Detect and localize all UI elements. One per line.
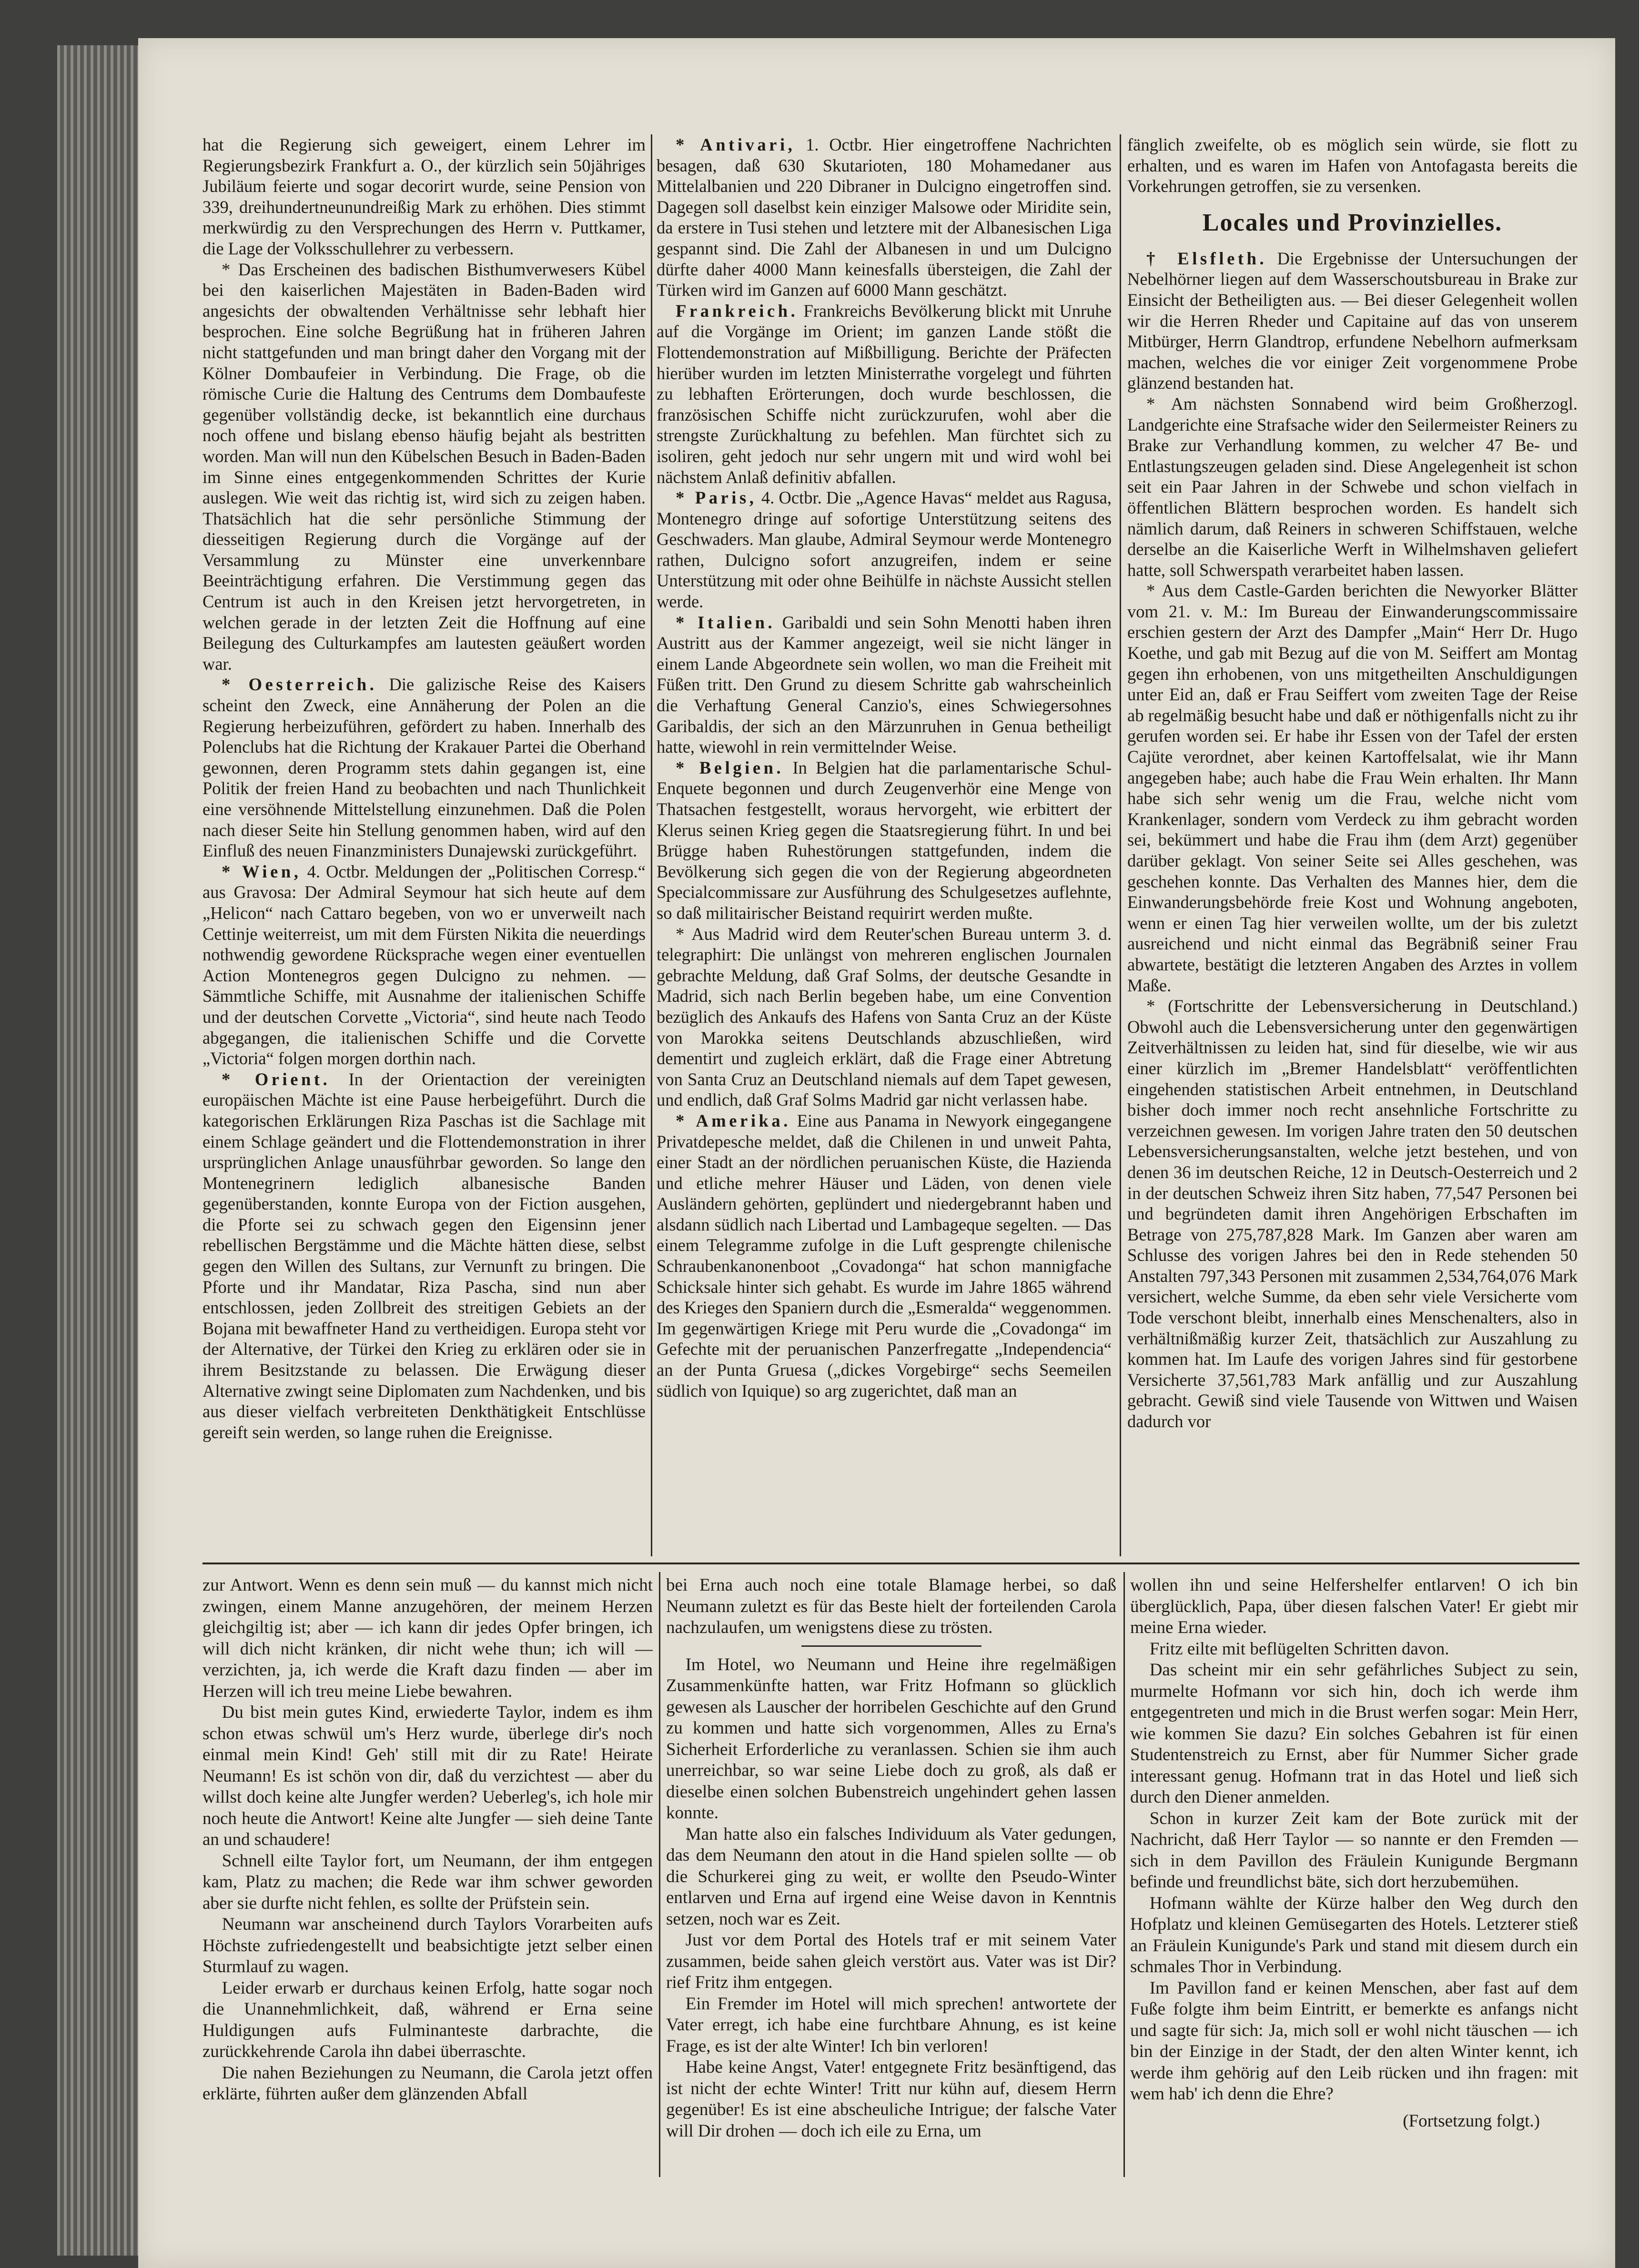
column-divider <box>659 1572 660 2177</box>
paragraph-text: Frankreichs Bevölkerung blickt mit Unruhe auf die Vorgänge im Orient; im ganzen Lande stößt die Flottendemonstration auf Mißbilligung. Berichte der Präfecten hierüber wurden im letzten Ministerrathe vorgelegt und führten zu lebhaften Erörterungen, doch wurde beschlossen, die französischen Schiffe nicht zurückzurufen, wohl aber die strengste Zurückhaltung zu befehlen. Man fürchtet sich zu isoliren, geht jedoch nur sehr ungern mit und wird wohl bei nächstem Anlaß definitiv abfallen. <box>657 301 1112 487</box>
story-paragraph <box>202 1702 653 1851</box>
story-paragraph <box>202 1978 653 2063</box>
article-lead: * Wien, <box>222 861 302 881</box>
article-paragraph <box>657 487 1112 612</box>
story-paragraph <box>666 2057 1116 2142</box>
paragraph-text: Die Ergebnisse der Untersuchungen der Nebelhörner liegen auf dem Wasserschoutsbureau in Brake zur Einsicht der Betheiligten aus. — Bei dieser Gelegenheit wollen wir die Herren Rheder und Capitaine auf das von unserem Mitbürger, Herrn Glandtrop, erfundene Nebelhorn aufmerksam machen, welches die vor einiger Zeit vorgenommene Probe glänzend bestanden hat. <box>1127 248 1578 393</box>
paragraph-text: * Das Erscheinen des badischen Bisthumverwesers Kübel bei den kaiserlichen Majestäten in Baden-Baden wird angesichts der obwaltenden Verhältnisse sehr lebhaft hier besprochen. Eine solche Begrüßung hat in früheren Jahren nicht stattgefunden und man bringt daher den Vorgang mit der Kölner Dombaufeier in Verbindung. Die Frage, ob die römische Curie die Haltung des Centrums dem Dombaufeste gegenüber vollständig decke, ist bekanntlich eine durchaus noch offene und bislang ebenso häufig bejaht als bestritten worden. Man will nun den Kübelschen Besuch in Baden-Baden im Sinne eines entgegenkommenden Schrittes der Kurie auslegen. Wie weit das richtig ist, wird sich zu zeigen haben. Thatsächlich hat die sehr persönliche Stimmung der diesseitigen Regierung durch die Vorgänge auf der Versammlung zu Münster eine unverkennbare Beeinträchtigung erfahren. Die Verstimmung gegen das Centrum ist auch in den Kreisen jetzt hervorgetreten, in welchen gerade in der letzten Zeit die Hoffnung auf eine Beilegung des Culturkampfes am lautesten geäußert worden war. <box>202 259 646 674</box>
feuilleton-column-1 <box>202 1575 653 2177</box>
news-column-1 <box>202 134 646 1556</box>
news-column-3 <box>1127 134 1578 1556</box>
article-lead: * Amerika. <box>676 1110 791 1130</box>
article-paragraph <box>202 861 646 1069</box>
article-lead: * Belgien. <box>676 757 784 777</box>
paragraph-text: Man hatte also ein falsches Individuum als Vater gedungen, das dem Neumann den atout in die Hand spielen sollte — ob die Schurkerei ging zu weit, er wollte den Pseudo-Winter entlarven und Erna auf irgend eine Weise davon in Kenntnis setzen, noch war es Zeit. <box>666 1824 1116 1929</box>
paragraph-text: * Aus Madrid wird dem Reuter'schen Bureau unterm 3. d. telegraphirt: Die unlängst von mehreren englischen Journalen gebrachte Meldung, daß Graf Solms, der deutsche Gesandte in Madrid, sich nach Berlin begeben habe, um eine Convention bezüglich des Ankaufs des Hafens von Santa Cruz an der Küste von Marokka seitens Deutschlands abzuschließen, wird dementirt und zugleich erklärt, daß die Frage einer Abtretung von Santa Cruz an Deutschland niemals auf dem Tapet gewesen, und endlich, daß Graf Solms Madrid gar nicht verlassen habe. <box>657 924 1112 1110</box>
paragraph-text: Die nahen Beziehungen zu Neumann, die Carola jetzt offen erklärte, führten außer dem glänzenden Abfall <box>202 2063 653 2104</box>
paragraph-text: Das scheint mir ein sehr gefährliches Subject zu sein, murmelte Hofmann vor sich hin, doch ich werde ihm entgegentreten und mich in die Brust werfen sogar: Mein Herr, wie kommen Sie dazu? Ein solches Gebahren ist für einen Studentenstreich zu Ernst, aber für Nummer Sicher grade interessant genug. Hofmann trat in das Hotel und ließ sich durch den Diener anmelden. <box>1130 1660 1578 1807</box>
paragraph-text: Schon in kurzer Zeit kam der Bote zurück mit der Nachricht, daß Herr Taylor — so nannte er den Fremden — sich in dem Pavillon des Fräulein Kunigunde Bergmann befinde und freundlichst bäte, sich dort herzubemühen. <box>1130 1808 1578 1892</box>
story-paragraph <box>1130 1808 1578 1893</box>
news-column-2 <box>657 134 1112 1556</box>
paragraph-text: Just vor dem Portal des Hotels traf er mit seinem Vater zusammen, beide sahen gleich verstört aus. Vater was ist Dir? rief Fritz ihm entgegen. <box>666 1930 1116 1992</box>
scene-separator <box>801 1645 981 1647</box>
paragraph-text: * Am nächsten Sonnabend wird beim Großherzogl. Landgerichte eine Strafsache wider den Seilermeister Reiners zu Brake zur Verhandlung kommen, zu welcher 47 Be- und Entlastungszeugen geladen sind. Diese Angelegenheit ist schon seit ein Paar Jahren in der Schwebe und schon vielfach in öffentlichen Blättern besprochen worden. Es handelt sich nämlich darum, daß Reiners in schweren Schiffstauen, welche derselbe an die Kaiserliche Werft in Wilhelmshaven geliefert hatte, soll Schwerspath verarbeitet haben lassen. <box>1127 393 1578 580</box>
story-paragraph <box>666 1994 1116 2057</box>
article-paragraph <box>1127 996 1578 1431</box>
column-divider <box>1120 134 1121 1556</box>
story-paragraph <box>666 1824 1116 1930</box>
feuilleton-column-2 <box>666 1575 1116 2177</box>
column-divider <box>1123 1572 1125 2177</box>
paragraph-text: Im Hotel, wo Neumann und Heine ihre regelmäßigen Zusammenkünfte hatten, war Fritz Hofmann so glücklich gewesen als Lauscher der horribelen Geschichte auf den Grund zu kommen und hatte sich vorgenommen, Alles zu Erna's Sicherheit Erforderliche zu veranlassen. Schien sie ihm auch unerreichbar, so war seine Liebe doch zu groß, als daß er dieselbe einen solchen Bubenstreich ungehindert gehen lassen konnte. <box>666 1654 1116 1823</box>
paragraph-text: Leider erwarb er durchaus keinen Erfolg, hatte sogar noch die Unannehmlichkeit, daß, während er Erna seine Huldigungen aufs Fulminanteste darbrachte, die zurückkehrende Carola ihn dabei überraschte. <box>202 1978 653 2061</box>
paragraph-text: 4. Octbr. Die „Agence Havas“ meldet aus Ragusa, Montenegro dringe auf sofortige Unterstützung seitens des Geschwaders. Man glaube, Admiral Seymour werde Montenegro rathen, Dulcigno sofort anzugreifen, indem er seine Unterstützung mit oder ohne Beihülfe in nächste Aussicht stellen werde. <box>657 488 1112 612</box>
story-paragraph: bei Erna auch noch eine totale Blamage herbei, so daß Neumann zuletzt es für das Beste hielt der forteilenden Carola nachzulaufen, um wenigstens diese zu trösten. <box>666 1575 1116 1637</box>
story-paragraph <box>666 1930 1116 1994</box>
paragraph-text: zur Antwort. Wenn es denn sein muß — du kannst mich nicht zwingen, einem Manne anzugehören, der meinem Herzen gleichgiltig ist; aber — ich kann dir jedes Opfer bringen, ich will dich nicht kränken, dir nicht wehe thun; ich will — verzichten, ja, ich werde die Kraft dazu finden — aber im Herzen will ich treu meine Liebe bewahren. <box>202 1575 653 1701</box>
paragraph-text: Du bist mein gutes Kind, erwiederte Taylor, indem es ihm schon etwas schwül um's Herz wurde, überlege dir's noch einmal mein Kind! Geh' still mit dir zu Rate! Heirate Neumann! Es ist schön von dir, daß du verzichtest — aber du willst doch keine alte Jungfer werden? Ueberleg's, ich hole mir noch heute die Antwort! Keine alte Jungfer — sieh deine Tante an und schaudere! <box>202 1703 653 1849</box>
article-paragraph <box>1127 393 1578 580</box>
paragraph-text: 4. Octbr. Meldungen der „Politischen Corresp.“ aus Gravosa: Der Admiral Seymour hat sich heute auf dem „Helicon“ nach Cattaro begeben, von wo er unverweilt nach Cettinje weiterreist, um mit dem Fürsten Nikita die neuerdings nothwendig gewordene Rücksprache wegen einer eventuellen Action Montenegros gegen Dulcigno zu nehmen. — Sämmtliche Schiffe, mit Ausnahme der italienischen Schiffe und der deutschen Corvette „Victoria“, sind heute nach Teodo abgegangen, die italienischen Schiffe und die Corvette „Victoria“ folgen morgen dorthin nach. <box>202 861 646 1068</box>
article-lead: Frankreich. <box>676 301 799 321</box>
article-paragraph <box>1127 580 1578 996</box>
article-lead: † Elsfleth. <box>1146 248 1267 268</box>
continuation-note: (Fortsetzung folgt.) <box>1403 2111 1540 2131</box>
story-paragraphs <box>1130 1575 1578 2105</box>
article-paragraph: fänglich zweifelte, ob es möglich sein würde, sie flott zu erhalten, und es waren im Hafen von Antofagasta bereits die Vorkehrungen getroffen, sie zu versenken. <box>1127 135 1578 196</box>
paragraph-text: * Aus dem Castle-Garden berichten die Newyorker Blätter vom 21. v. M.: Im Bureau der Einwanderungscommissaire erschien gestern der Arzt des Dampfer „Main“ Herr Dr. Hugo Koethe, und gab mit Bezug auf die von M. Seiffert am Montag gegen ihn erhobenen, von uns mitgetheilten Anschuldigungen unter Eid an, daß er Frau Seiffert vom zweiten Tage der Reise ab regelmäßig besucht habe und daß er nöthigenfalls nicht zu ihr gerufen worden sei. Er habe ihr Essen von der Tafel der ersten Cajüte verordnet, aber keinen Kartoffelsalat, wie ihr Mann angegeben habe; auch habe die Frau Wein erhalten. Ihr Mann habe sich sehr wenig um die Frau, welche nicht vom Krankenlager, sondern vom Verdeck zu ihm gebracht worden sei, bekümmert und habe die Frau ihm (dem Arzt) gegenüber darüber geklagt. Von seiner Seite sei Alles geschehen, was geschehen konnte. Das Verhalten des Mannes hier, dem die Einwanderungsbehörde freie Kost und Wohnung angeboten, wenn er einen Tag hier verweilen wollte, um der bis zuletzt ausreichend und nicht einmal das Begräbniß seiner Frau abwartete, bestätigt die letzteren Angaben des Arztes in vollem Maße. <box>1127 581 1578 995</box>
paragraph-text: Ein Fremder im Hotel will mich sprechen! antwortete der Vater erregt, ich habe eine furchtbare Ahnung, es ist keine Frage, es ist der alte Winter! Ich bin verloren! <box>666 1994 1116 2056</box>
story-paragraphs <box>666 1654 1116 2142</box>
article-lead: * Antivari, <box>676 135 796 154</box>
paragraph-text: * (Fortschritte der Lebensversicherung in Deutschland.) Obwohl auch die Lebensversicherung unter den gegenwärtigen Zeitverhältnissen zu leiden hat, sind für dieselbe, wie wir aus einer kürzlich im „Bremer Handelsblatt“ veröffentlichten eingehenden statistischen Arbeit entnehmen, in Deutschland bisher doch immer noch recht ansehnliche Fortschritte zu verzeichnen gewesen. Im vorigen Jahre traten den 50 deutschen Lebensversicherungsanstalten, welche jetzt bestehen, und von denen 36 im deutschen Reiche, 12 in Deutsch-Oesterreich und 2 in der deutschen Schweiz ihren Sitz haben, 77,547 Personen bei und begründeten damit ihren Angehörigen Erbschaften im Betrage von 275,787,828 Mark. Im Ganzen aber waren am Schlusse des vorigen Jahres bei den in Rede stehenden 50 Anstalten 797,343 Personen mit zusammen 2,534,764,076 Mark versichert, welche Summe, da eben sehr viele Versicherte vom Tode verschont bleibt, innerhalb eines Menschenalters, also in verhältnißmäßig kurzer Zeit, thatsächlich zur Auszahlung zu kommen hat. Im Laufe des vorigen Jahres sind für gestorbene Versicherte 37,561,783 Mark anfällig und zur Auszahlung gebracht. Gewiß sind viele Tausende von Wittwen und Waisen dadurch vor <box>1127 996 1578 1431</box>
story-paragraph <box>202 1851 653 1915</box>
story-paragraph <box>1130 1575 1578 1639</box>
article-paragraph <box>657 134 1112 301</box>
local-news-list <box>1127 248 1578 1432</box>
feuilleton-column-3 <box>1130 1575 1578 2177</box>
article-lead: * Italien. <box>676 612 776 632</box>
story-paragraph <box>1130 1639 1578 1660</box>
paragraph-text: Garibaldi und sein Sohn Menotti haben ihren Austritt aus der Kammer angezeigt, weil sie nicht länger in einem Lande Abgeordnete sein wollen, wo man die Freiheit mit Füßen tritt. Den Grund zu diesem Schritte gab wahrscheinlich die Verhaftung General Canzio's, eines Schwiegersohnes Garibaldis, der sich an den Märzunruhen in Genua betheiligt hatte, wiewohl in rein vermittelnder Weise. <box>657 612 1112 757</box>
story-paragraph <box>1130 1978 1578 2105</box>
article-paragraph <box>657 1110 1112 1401</box>
paragraph-text: In Belgien hat die parlamentarische Schul-Enquete begonnen und durch Zeugenverhör eine Menge von Thatsachen festgestellt, woraus hervorgeht, wie erbittert der Klerus seinen Krieg gegen die Staatsregierung führt. In und bei Brügge haben Ruhestörungen stattgefunden, indem die Bevölkerung sich gegen die von der Regierung abgeordneten Specialcommissare zur Ausführung des Schulgesetzes auflehnte, so daß militairischer Beistand requirirt werden mußte. <box>657 757 1112 923</box>
paragraph-text: hat die Regierung sich geweigert, einem Lehrer im Regierungsbezirk Frankfurt a. O., der kürzlich sein 50jähriges Jubiläum feierte und sogar decorirt wurde, seine Pension von 339, dreihundertneunundreißig Mark zu erhöhen. Dies stimmt merkwürdig zu den Versprechungen des Herrn v. Puttkamer, die Lage der Volksschullehrer zu verbessern. <box>202 135 646 258</box>
paragraph-text: Die galizische Reise des Kaisers scheint den Zweck, eine Annäherung der Polen an die Regierung herbeizuführen, gefördert zu haben. Innerhalb des Polenclubs hat die Richtung der Krakauer Partei die Oberhand gewonnen, deren Programm stets dahin gegangen ist, eine Politik der freien Hand zu beobachten und nach Thunlichkeit eine versöhnende Mittelstellung einzunehmen. Daß die Polen nach dieser Seite hin Stellung genommen haben, wird auf den Einfluß des neuen Finanzministers Dunajewski zurückgeführt. <box>202 675 646 861</box>
paragraph-text: Habe keine Angst, Vater! entgegnete Fritz besänftigend, das ist nicht der echte Winter! Tritt nur kühn auf, diesem Herrn gegenüber! Es ist eine abscheuliche Intrigue; der falsche Vater will Dir drohen — doch ich eile zu Erna, um <box>666 2057 1116 2141</box>
column-divider <box>651 134 652 1556</box>
paragraph-text: wollen ihn und seine Helfershelfer entlarven! O ich bin überglücklich, Papa, über diesen falschen Vater! Er giebt mir meine Erna wieder. <box>1130 1575 1578 1637</box>
paragraph-text: Neumann war anscheinend durch Taylors Vorarbeiten aufs Höchste zufriedengestellt und beabsichtigte jetzt selber einen Sturmlauf zu wagen. <box>202 1915 653 1976</box>
story-paragraph <box>1130 1660 1578 1808</box>
article-paragraph <box>202 674 646 861</box>
article-paragraph <box>657 757 1112 924</box>
article-lead: * Paris, <box>676 488 757 508</box>
paragraph-text: Fritz eilte mit beflügelten Schritten davon. <box>1149 1639 1449 1659</box>
story-paragraph <box>1130 1893 1578 1978</box>
article-paragraph <box>202 1069 646 1443</box>
article-lead: * Oesterreich. <box>222 675 377 695</box>
article-paragraph <box>657 924 1112 1110</box>
paragraph-text: In der Orientaction der vereinigten europäischen Mächte ist eine Pause herbeigeführt. Durch die kategorischen Erklärungen Riza Paschas ist die Sachlage mit einem Schlage geändert und die Flottendemonstration in ihrer ursprünglichen Anlage unausführbar geworden. So lange den Montenegrinern lediglich albanesische Banden gegenüberstanden, konnte Europa von der Fiction ausgehen, die Pforte sei zu schwach gegen den Eigensinn jener rebellischen Bergstämme und die Mächte hätten diese, selbst gegen den Willen des Sultans, zur Vernunft zu bringen. Die Pforte und ihr Mandatar, Riza Pascha, sind nun aber entschlossen, jeden Zollbreit des streitigen Gebiets an der Bojana mit bewaffneter Hand zu vertheidigen. Europa steht vor der Alternative, der Türkei den Krieg zu erklären oder sie in ihrem Besitzstande zu belassen. Die Erwägung dieser Alternative zwingt seine Diplomaten zum Nachdenken, und bis aus dieser vielfach verbreiteten Denkthätigkeit Entschlüsse gereift sein werden, so lange ruhen die Ereignisse. <box>202 1069 646 1442</box>
paragraph-text: Hofmann wählte der Kürze halber den Weg durch den Hofplatz und kleinen Gemüsegarten des Hotels. Letzterer stieß an Fräulein Kunigunde's Park und stand mit diesem durch ein schmales Thor in Verbindung. <box>1130 1893 1578 1976</box>
paragraph-text: Schnell eilte Taylor fort, um Neumann, der ihm entgegen kam, Platz zu machen; die Rede war ihm schwer geworden aber sie durfte nicht fehlen, es sollte der Prüfstein sein. <box>202 1851 653 1913</box>
story-paragraph <box>202 1575 653 1702</box>
story-paragraph <box>202 2063 653 2105</box>
paragraph-text: Im Pavillon fand er keinen Menschen, aber fast auf dem Fuße folgte ihm beim Eintritt, er bemerkte es anfangs nicht und sagte für sich: Ja, mich soll er wohl nicht täuschen — ich bin der Einzige in der Stadt, der den alten Winter kennt, ich werde ihm gehörig auf den Leib rücken und ihn fragen: mit wem hab' ich denn die Ehre? <box>1130 1978 1578 2104</box>
article-paragraph <box>1127 248 1578 393</box>
story-paragraph <box>202 1914 653 1978</box>
article-lead: * Orient. <box>222 1069 331 1089</box>
paragraph-text: Eine aus Panama in Newyork eingegangene Privatdepesche meldet, daß die Chilenen in und unweit Pahta, einer Stadt an der nördlichen peruanischen Küste, die Hazienda und etliche mehrer Häuser und Läden, von denen viele Ausländern gehörten, geplündert und niedergebrannt haben und alsdann südlich nach Libertad und Lambageque segelten. — Das einem Telegramme zufolge in die Luft gesprengte chilenische Schraubenkanonenboot „Covadonga“ hat schon mannigfache Schicksale hinter sich gehabt. Es wurde im Jahre 1865 während des Krieges den Spaniern durch die „Esmeralda“ weggenommen. Im gegenwärtigen Kriege mit Peru wurde die „Covadonga“ im Gefechte mit der peruanischen Panzerfregatte „Independencia“ an der Punta Gruesa („dickes Vorgebirge“ sechs Seemeilen südlich von Iquique) so arg zugerichtet, daß man an <box>657 1110 1112 1401</box>
paragraph-text: 1. Octbr. Hier eingetroffene Nachrichten besagen, daß 630 Skutarioten, 180 Mohamedaner aus Mittelalbanien und 220 Dibraner in Dulcigno eingetroffen sind. Dagegen soll daselbst kein einziger Malsowe oder Miridite sein, da erstere in Tusi stehen und letztere mit der Albanesischen Liga gespannt sind. Die Zahl der Albanesen in und um Dulcigno dürfte daher 4000 Mann keinesfalls übersteigen, die Zahl der Türken wird im Ganzen auf 6000 Mann geschätzt. <box>657 135 1112 300</box>
section-heading: Locales und Provinzielles. <box>1202 209 1503 236</box>
article-paragraph <box>657 301 1112 487</box>
story-paragraph <box>666 1654 1116 1824</box>
feuilleton-divider <box>202 1562 1579 1564</box>
article-paragraph <box>202 259 646 675</box>
article-paragraph <box>657 612 1112 757</box>
article-paragraph <box>202 134 646 259</box>
